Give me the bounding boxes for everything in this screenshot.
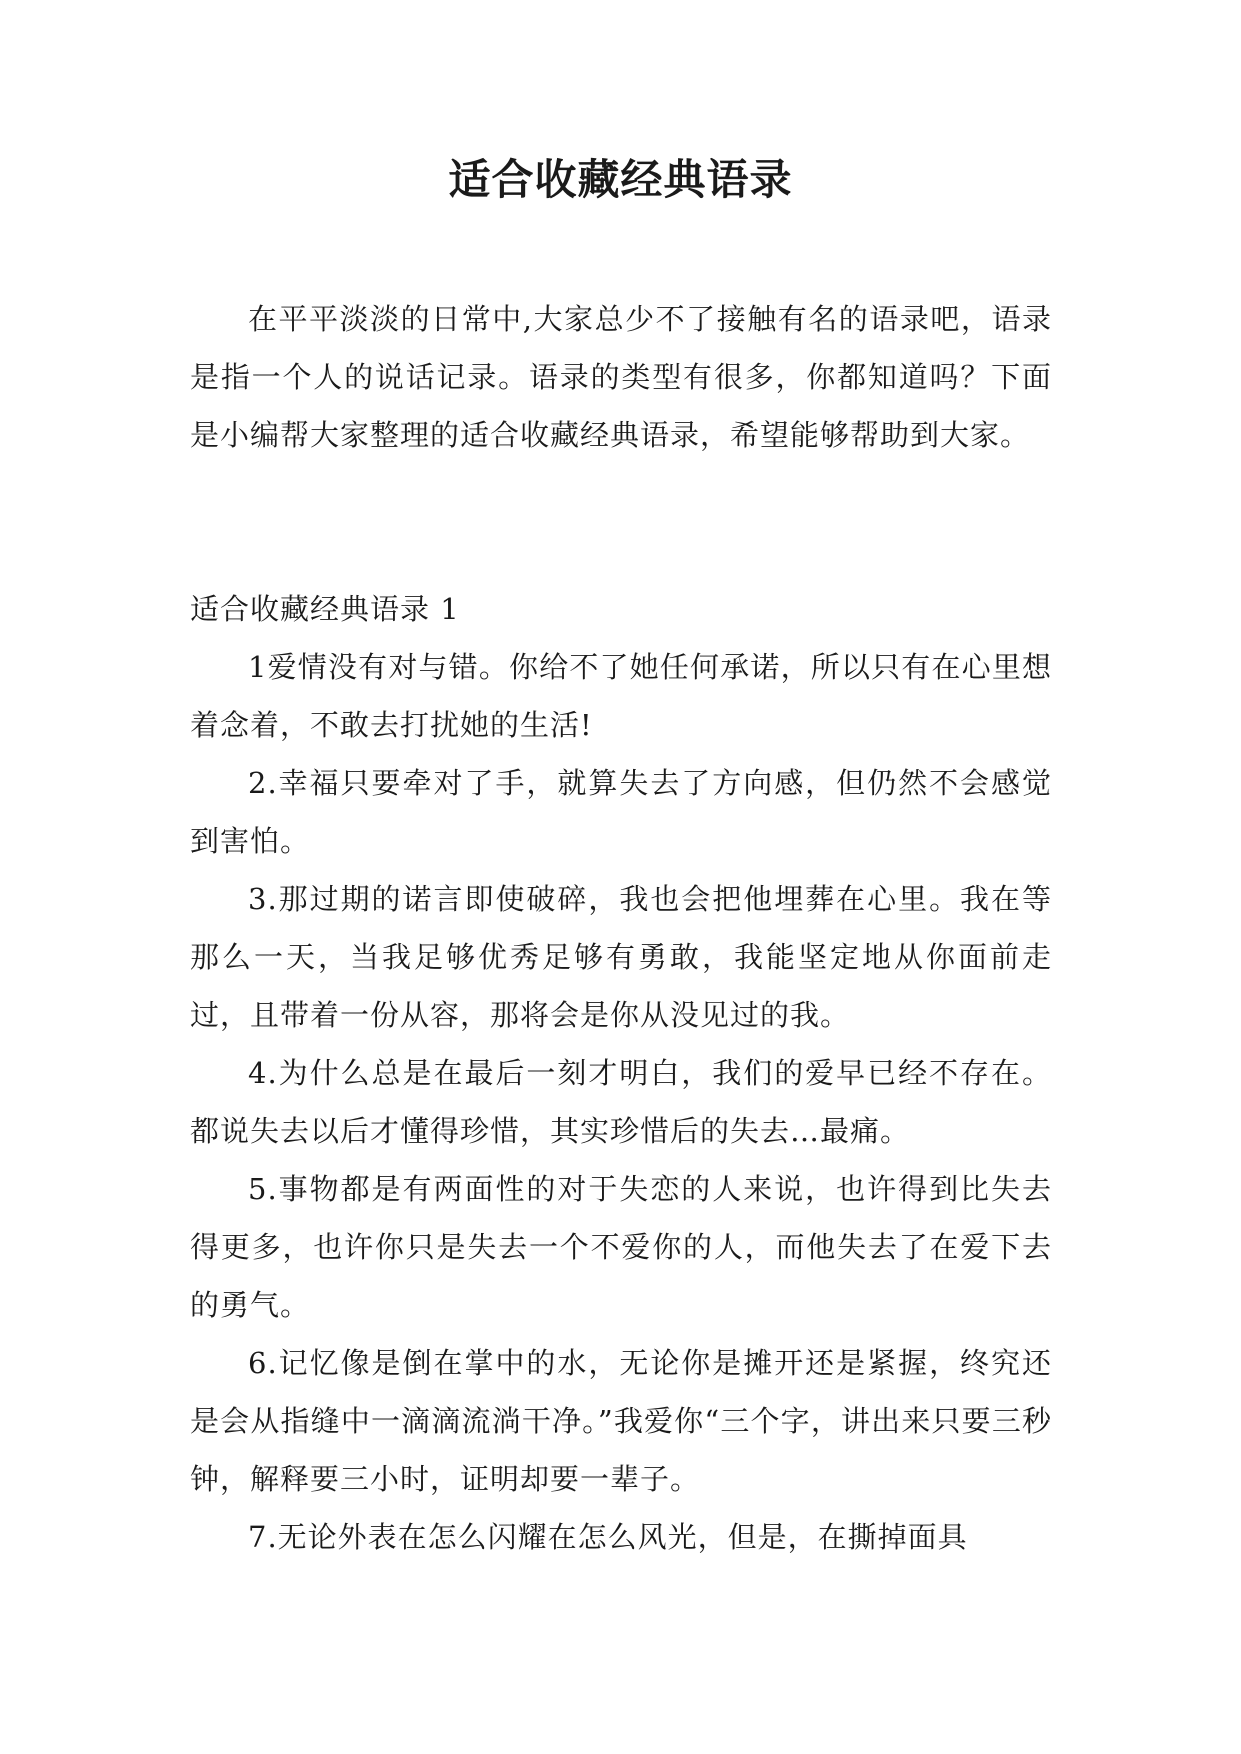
section-heading: 适合收藏经典语录 1 [190, 592, 460, 626]
document-title: 适合收藏经典语录 [448, 155, 793, 204]
quote-item: 4.为什么总是在最后一刻才明白，我们的爱早已经不存在。都说失去以后才懂得珍惜，其实珍惜后的失去…最痛。 [190, 1056, 1052, 1148]
intro-paragraph-container [190, 290, 1052, 464]
quote-list [190, 638, 1052, 1566]
intro-paragraph: 在平平淡淡的日常中,大家总少不了接触有名的语录吧，语录是指一个人的说话记录。语录的类型有很多，你都知道吗？下面是小编帮大家整理的适合收藏经典语录，希望能够帮助到大家。 [190, 302, 1052, 452]
quote-item: 7.无论外表在怎么闪耀在怎么风光，但是，在撕掉面具 [248, 1520, 968, 1554]
quote-item: 6.记忆像是倒在掌中的水，无论你是摊开还是紧握，终究还是会从指缝中一滴滴流淌干净。”我爱你“三个字，讲出来只要三秒钟，解释要三小时，证明却要一辈子。 [190, 1346, 1052, 1496]
quote-item: 3.那过期的诺言即使破碎，我也会把他埋葬在心里。我在等那么一天，当我足够优秀足够有勇敢，我能坚定地从你面前走过，且带着一份从容，那将会是你从没见过的我。 [190, 882, 1052, 1032]
quote-item: 1爱情没有对与错。你给不了她任何承诺，所以只有在心里想着念着，不敢去打扰她的生活! [190, 650, 1052, 742]
quote-item: 5.事物都是有两面性的对于失恋的人来说，也许得到比失去得更多，也许你只是失去一个不爱你的人，而他失去了在爱下去的勇气。 [190, 1172, 1052, 1322]
quote-item: 2.幸福只要牵对了手，就算失去了方向感，但仍然不会感觉到害怕。 [190, 766, 1052, 858]
